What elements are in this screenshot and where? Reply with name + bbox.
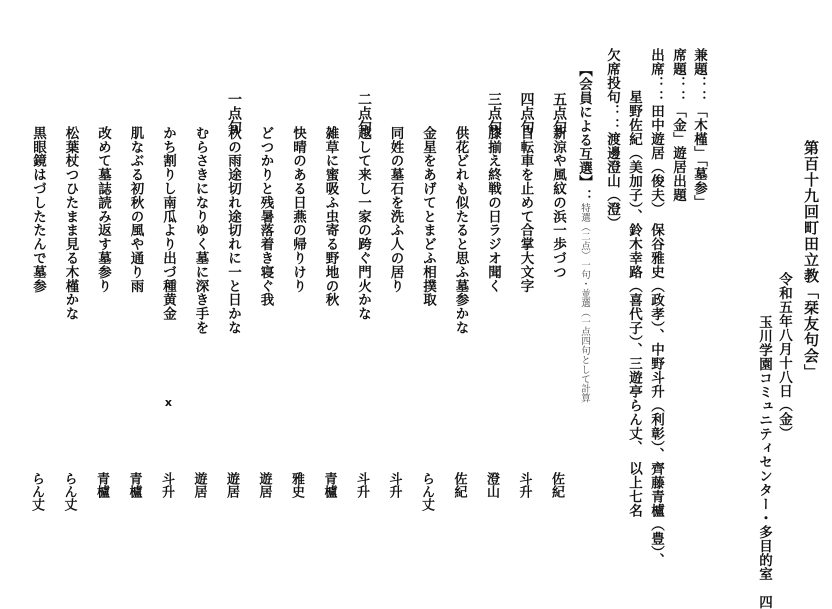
poem-author: 遊居 (256, 472, 272, 498)
document-title: 第百十九回町田立教「栞友句会」 (802, 140, 820, 380)
mutual-selection-label: 【会員による互選】： (576, 63, 592, 203)
poem-points: 四点句 (518, 92, 535, 134)
poem-author: 澄山 (484, 472, 499, 498)
selection-mark: x (164, 396, 172, 409)
poem-author: 遊居 (224, 472, 239, 498)
poem-text: 同姓の墓石を洗ふ人の居り (387, 126, 404, 293)
mutual-selection-note: 特選（二点）一句・並選（一点四句として計算 (579, 203, 590, 403)
meeting-date: 令和五年八月十八日（金） (776, 272, 792, 440)
kendai-line: 兼題：：「木槿」「墓参」 (691, 48, 707, 210)
poem-points: 一点句 (226, 92, 242, 134)
poem-text: 自転車を止めて合掌大文字 (517, 126, 534, 293)
poem-author: 斗升 (386, 472, 402, 498)
poem-author: 青櫨 (126, 472, 142, 498)
poem-text: 雑草に蜜吸ふ虫寄る野地の秋 (322, 126, 339, 307)
poem-author: 雅史 (289, 472, 304, 498)
poem-author: 斗升 (159, 472, 174, 498)
meeting-venue: 玉川学園コミュニティセンター・多目的室 四 (756, 315, 772, 609)
poem-author: 斗升 (354, 472, 369, 498)
poem-text: どつかりと残暑落着き寝ぐ我 (257, 126, 274, 307)
poem-author: らん丈 (29, 472, 44, 511)
poem-text: 越して来し一家の跨ぐ門火かな (355, 126, 371, 321)
poem-text: 改めて墓誌読み返す墓参り (95, 126, 111, 293)
sekidai-line: 席題：：「金」遊居出題 (670, 48, 686, 202)
poem-author: 遊居 (191, 472, 207, 498)
absent-line: 欠席投句：：渡邊澄山（澄） (604, 48, 620, 230)
poem-points: 五点句 (551, 92, 567, 134)
poem-author: 斗升 (516, 472, 532, 498)
poem-author: 青櫨 (321, 472, 337, 498)
poem-text: 肌なぶる初秋の風や通り雨 (127, 126, 144, 293)
poem-points: 二点句 (356, 92, 372, 134)
poem-points: 三点句 (486, 92, 502, 134)
poem-text: 供花どれも似たると思ふ墓参かな (452, 126, 469, 335)
poem-text: 新涼や風紋の浜一歩づつ (550, 126, 566, 279)
poem-text: むらさきになりゆく墓に深き手を (192, 126, 209, 335)
poem-author: 佐紀 (451, 472, 467, 498)
poem-text: 膝揃え終戦の日ラジオ聞く (485, 126, 501, 293)
poem-text: 快晴のある日燕の帰りけり (290, 126, 306, 293)
poem-text: 金星をあげてとまどふ相撲取 (420, 126, 436, 307)
poem-author: らん丈 (419, 472, 434, 511)
poem-text: 黒眼鏡はづしたたんで墓参 (30, 126, 46, 293)
poem-text: 松葉杖つひたまま見る木槿かな (62, 126, 79, 321)
poem-author: 佐紀 (549, 472, 564, 498)
poem-author: 青櫨 (94, 472, 109, 498)
attendees-line-1: 出席：：田中遊居（俊夫） 保谷雅史（政孝）、中野斗升（利彰）、齊藤青櫨（豊）、 (648, 48, 664, 567)
poem-author: らん丈 (61, 472, 77, 511)
poem-text: かち割りし南瓜より出づ種黄金 (160, 126, 176, 321)
attendees-line-2: 星野佐紀（美加子）、鈴木幸路（喜代子）、三遊亭らん丈、 以上七名 (626, 90, 642, 518)
mutual-selection-header (576, 63, 592, 403)
poem-text: 秋の雨途切れ途切れに一と日かな (225, 126, 241, 335)
